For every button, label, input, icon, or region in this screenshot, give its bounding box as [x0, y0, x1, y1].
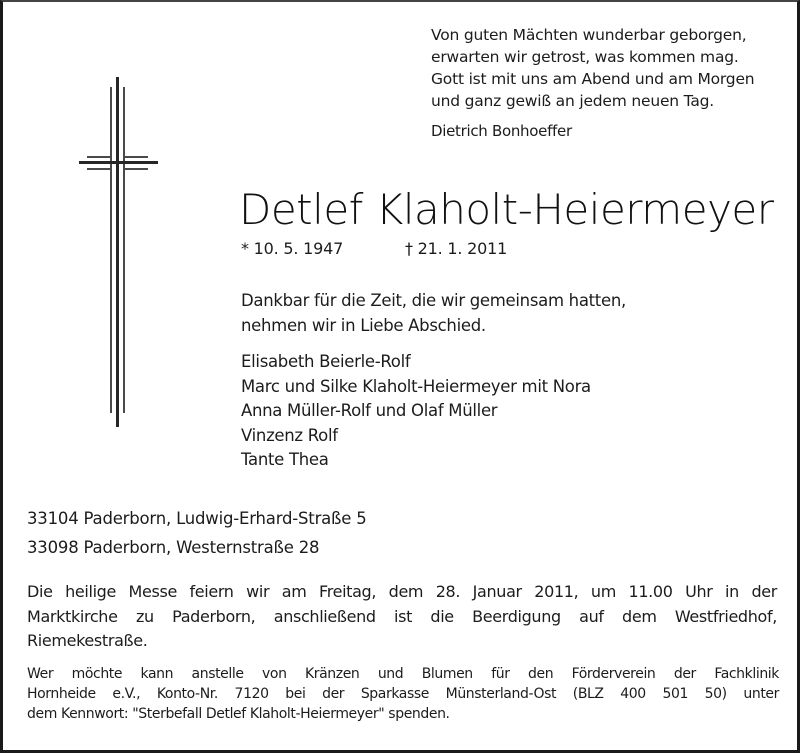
address-line: 33098 Paderborn, Westernstraße 28: [27, 538, 320, 557]
mourner: Tante Thea: [241, 450, 329, 469]
mourner: Marc und Silke Klaholt-Heiermeyer mit Nora: [241, 376, 591, 396]
donation-line: Wer möchte kann anstelle von Kränzen und Blumen für den Förderverein der Fachklinik: [27, 666, 779, 682]
birth-date: * 10. 5. 1947: [241, 239, 344, 258]
donation-info: [27, 664, 779, 724]
poem-line: Von guten Mächten wunderbar geborgen,: [431, 26, 747, 44]
service-line: Marktkirche zu Paderborn, anschließend ist die Beerdigung auf dem Westfriedhof,: [27, 606, 777, 626]
thanks-line: Dankbar für die Zeit, die wir gemeinsam hatten,: [241, 291, 626, 310]
mourners-list: [241, 350, 591, 473]
poem-quote: [431, 24, 754, 112]
mourner: Elisabeth Beierle-Rolf: [241, 352, 411, 371]
poem-line: und ganz gewiß an jedem neuen Tag.: [431, 92, 715, 110]
service-line: Die heilige Messe feiern wir am Freitag, dem 28. Januar 2011, um 11.00 Uhr in der: [27, 582, 777, 601]
service-line: Riemekestraße.: [27, 631, 148, 650]
donation-line: Hornheide e.V., Konto-Nr. 7120 bei der Sparkasse Münsterland-Ost (BLZ 400 501 50) unter: [27, 686, 779, 702]
poem-line: Gott ist mit uns am Abend und am Morgen: [431, 70, 755, 88]
service-info: [27, 580, 777, 654]
address-line: 33104 Paderborn, Ludwig-Erhard-Straße 5: [27, 509, 367, 528]
deceased-name: Detlef Klaholt-Heiermeyer: [239, 185, 774, 234]
addresses: [27, 504, 367, 562]
thanks-text: [241, 289, 626, 338]
poem-author: Dietrich Bonhoeffer: [431, 122, 572, 140]
mourner: Vinzenz Rolf: [241, 425, 338, 445]
donation-line: dem Kennwort: "Sterbefall Detlef Klaholt-Heiermeyer" spenden.: [27, 706, 450, 722]
death-date: † 21. 1. 2011: [405, 239, 508, 258]
mourner: Anna Müller-Rolf und Olaf Müller: [241, 401, 498, 420]
poem-line: erwarten wir getrost, was kommen mag.: [431, 48, 739, 66]
thanks-line: nehmen wir in Liebe Abschied.: [241, 315, 486, 335]
